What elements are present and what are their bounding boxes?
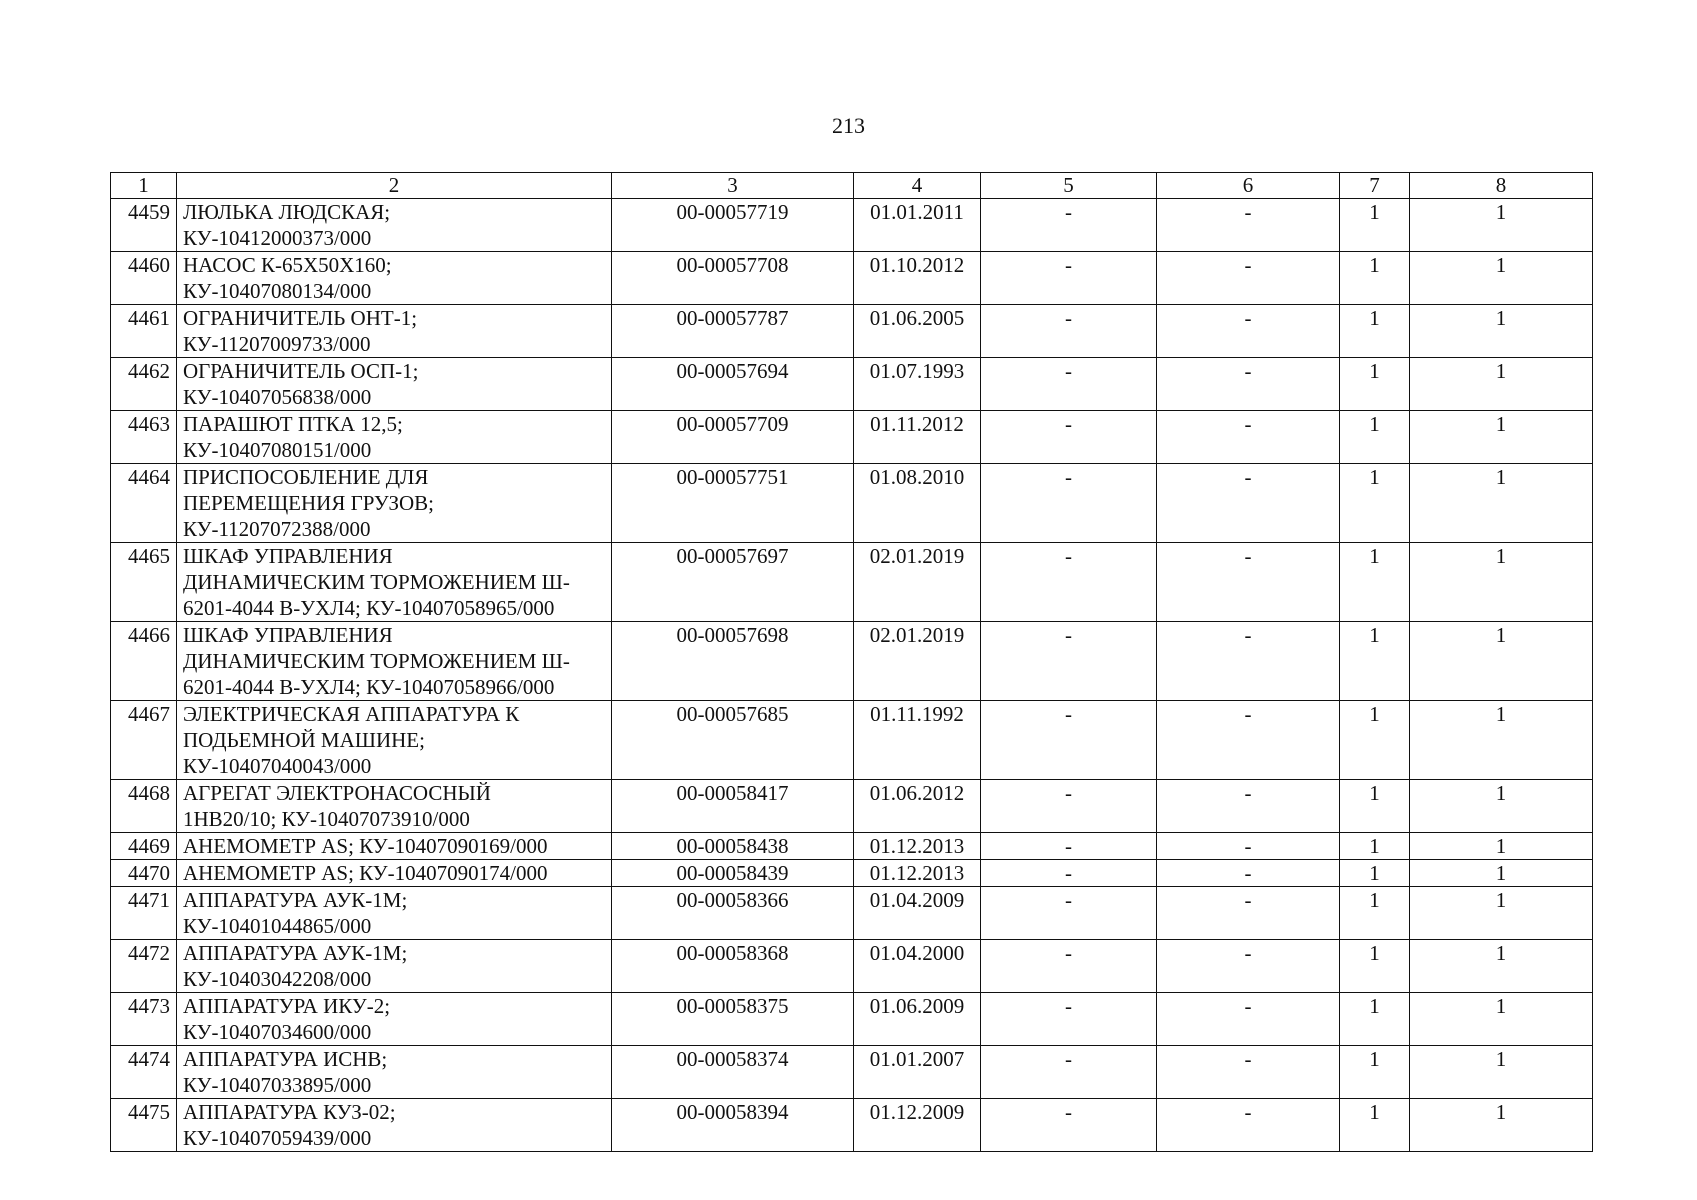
column-5-cell: - [981,833,1157,860]
column-8-cell: 1 [1410,252,1593,305]
asset-name-cell [177,940,612,993]
inventory-code-cell: 00-00058394 [612,1099,854,1152]
row-number-cell: 4462 [111,358,177,411]
asset-name-cell [177,887,612,940]
table-row [111,411,1593,464]
header-row [111,173,1593,199]
asset-name-line: ПОДЬЕМНОЙ МАШИНЕ; [183,728,425,752]
column-8-cell: 1 [1410,780,1593,833]
column-header: 3 [612,173,854,199]
date-cell: 01.07.1993 [854,358,981,411]
column-6-cell: - [1157,358,1340,411]
asset-name-cell [177,199,612,252]
asset-name-line: КУ-10407059439/000 [183,1126,372,1150]
asset-name-cell [177,543,612,622]
row-number-cell: 4463 [111,411,177,464]
table-row [111,940,1593,993]
inventory-code-cell: 00-00057697 [612,543,854,622]
asset-name-line: ПАРАШЮТ ПТКА 12,5; [183,412,403,436]
column-7-cell: 1 [1340,993,1410,1046]
row-number-cell: 4468 [111,780,177,833]
asset-name-cell [177,358,612,411]
column-7-cell: 1 [1340,622,1410,701]
column-6-cell: - [1157,1099,1340,1152]
row-number-cell: 4459 [111,199,177,252]
column-8-cell: 1 [1410,543,1593,622]
column-6-cell: - [1157,780,1340,833]
date-cell: 01.10.2012 [854,252,981,305]
date-cell: 01.12.2013 [854,833,981,860]
asset-name-cell [177,1099,612,1152]
column-5-cell: - [981,701,1157,780]
asset-name-line: 6201-4044 В-УХЛ4; КУ-10407058966/000 [183,675,555,699]
asset-name-line: КУ-10412000373/000 [183,226,372,250]
table-row [111,358,1593,411]
asset-name-line: АППАРАТУРА ИСНВ; [183,1047,388,1071]
asset-name-line: НАСОС К-65Х50Х160; [183,253,392,277]
column-5-cell: - [981,780,1157,833]
table-row [111,833,1593,860]
column-6-cell: - [1157,464,1340,543]
asset-name-line: ЭЛЕКТРИЧЕСКАЯ АППАРАТУРА К [183,702,520,726]
row-number-cell: 4474 [111,1046,177,1099]
inventory-code-cell: 00-00058417 [612,780,854,833]
column-header: 6 [1157,173,1340,199]
row-number-cell: 4475 [111,1099,177,1152]
column-5-cell: - [981,1046,1157,1099]
column-7-cell: 1 [1340,1046,1410,1099]
column-8-cell: 1 [1410,199,1593,252]
column-6-cell: - [1157,833,1340,860]
column-6-cell: - [1157,1046,1340,1099]
column-header: 8 [1410,173,1593,199]
inventory-code-cell: 00-00058374 [612,1046,854,1099]
asset-name-cell [177,622,612,701]
asset-name-line: КУ-10407056838/000 [183,385,372,409]
row-number-cell: 4467 [111,701,177,780]
column-header: 7 [1340,173,1410,199]
column-6-cell: - [1157,411,1340,464]
table-row [111,993,1593,1046]
column-8-cell: 1 [1410,701,1593,780]
asset-name-line: КУ-10407033895/000 [183,1073,372,1097]
column-7-cell: 1 [1340,860,1410,887]
row-number-cell: 4466 [111,622,177,701]
asset-name-line: ЛЮЛЬКА ЛЮДСКАЯ; [183,200,391,224]
date-cell: 02.01.2019 [854,543,981,622]
column-7-cell: 1 [1340,780,1410,833]
row-number-cell: 4471 [111,887,177,940]
table-row [111,1046,1593,1099]
row-number-cell: 4460 [111,252,177,305]
column-5-cell: - [981,199,1157,252]
column-5-cell: - [981,252,1157,305]
row-number-cell: 4470 [111,860,177,887]
column-6-cell: - [1157,622,1340,701]
column-7-cell: 1 [1340,887,1410,940]
column-8-cell: 1 [1410,1099,1593,1152]
table-row [111,305,1593,358]
date-cell: 01.06.2009 [854,993,981,1046]
page-number: 213 [832,113,865,138]
inventory-code-cell: 00-00058368 [612,940,854,993]
inventory-code-cell: 00-00058438 [612,833,854,860]
column-header: 4 [854,173,981,199]
column-8-cell: 1 [1410,622,1593,701]
asset-name-line: ДИНАМИЧЕСКИМ ТОРМОЖЕНИЕМ Ш- [183,570,570,594]
column-8-cell: 1 [1410,1046,1593,1099]
column-8-cell: 1 [1410,940,1593,993]
column-6-cell: - [1157,252,1340,305]
asset-name-cell [177,993,612,1046]
date-cell: 01.04.2000 [854,940,981,993]
date-cell: 01.06.2012 [854,780,981,833]
column-header: 1 [111,173,177,199]
asset-name-line: ОГРАНИЧИТЕЛЬ ОСП-1; [183,359,419,383]
table-row [111,887,1593,940]
asset-name-line: КУ-10403042208/000 [183,967,372,991]
asset-name-line: КУ-10407040043/000 [183,754,372,778]
column-5-cell: - [981,464,1157,543]
asset-name-cell [177,464,612,543]
column-7-cell: 1 [1340,411,1410,464]
column-8-cell: 1 [1410,993,1593,1046]
inventory-code-cell: 00-00058375 [612,993,854,1046]
asset-name-line: ШКАФ УПРАВЛЕНИЯ [183,544,393,568]
column-8-cell: 1 [1410,305,1593,358]
date-cell: 01.01.2011 [854,199,981,252]
column-8-cell: 1 [1410,358,1593,411]
asset-name-line: ОГРАНИЧИТЕЛЬ ОНТ-1; [183,306,418,330]
asset-name-line: КУ-10407080134/000 [183,279,372,303]
column-header: 2 [177,173,612,199]
asset-name-cell [177,1046,612,1099]
inventory-code-cell: 00-00057685 [612,701,854,780]
row-number-cell: 4469 [111,833,177,860]
column-7-cell: 1 [1340,833,1410,860]
column-5-cell: - [981,887,1157,940]
date-cell: 01.12.2013 [854,860,981,887]
column-6-cell: - [1157,543,1340,622]
asset-name-line: АГРЕГАТ ЭЛЕКТРОНАСОСНЫЙ [183,781,491,805]
row-number-cell: 4473 [111,993,177,1046]
inventory-code-cell: 00-00058366 [612,887,854,940]
date-cell: 02.01.2019 [854,622,981,701]
column-8-cell: 1 [1410,464,1593,543]
inventory-code-cell: 00-00057709 [612,411,854,464]
row-number-cell: 4472 [111,940,177,993]
column-7-cell: 1 [1340,305,1410,358]
column-7-cell: 1 [1340,252,1410,305]
column-5-cell: - [981,940,1157,993]
column-5-cell: - [981,543,1157,622]
column-7-cell: 1 [1340,701,1410,780]
table-row [111,780,1593,833]
table-row [111,860,1593,887]
asset-name-line: КУ-10401044865/000 [183,914,372,938]
asset-name-cell [177,411,612,464]
table-body [111,199,1593,1152]
date-cell: 01.12.2009 [854,1099,981,1152]
asset-name-cell [177,780,612,833]
asset-registry-table [110,172,1593,1152]
column-7-cell: 1 [1340,1099,1410,1152]
inventory-code-cell: 00-00057708 [612,252,854,305]
column-5-cell: - [981,411,1157,464]
table-row [111,701,1593,780]
asset-name-line: ПЕРЕМЕЩЕНИЯ ГРУЗОВ; [183,491,435,515]
inventory-code-cell: 00-00057751 [612,464,854,543]
asset-name-line: АППАРАТУРА АУК-1М; [183,941,408,965]
asset-name-line: ШКАФ УПРАВЛЕНИЯ [183,623,393,647]
column-5-cell: - [981,358,1157,411]
asset-name-cell [177,305,612,358]
column-6-cell: - [1157,305,1340,358]
column-8-cell: 1 [1410,860,1593,887]
asset-name-line: АППАРАТУРА ИКУ-2; [183,994,391,1018]
inventory-code-cell: 00-00057787 [612,305,854,358]
column-6-cell: - [1157,860,1340,887]
table-row [111,543,1593,622]
table-row [111,622,1593,701]
column-6-cell: - [1157,199,1340,252]
asset-name-cell [177,701,612,780]
asset-name-line: КУ-10407080151/000 [183,438,372,462]
column-6-cell: - [1157,887,1340,940]
date-cell: 01.11.2012 [854,411,981,464]
date-cell: 01.11.1992 [854,701,981,780]
column-7-cell: 1 [1340,358,1410,411]
table-row [111,252,1593,305]
column-8-cell: 1 [1410,833,1593,860]
asset-name-cell [177,860,612,887]
table-row [111,1099,1593,1152]
column-header: 5 [981,173,1157,199]
asset-name-line: КУ-11207009733/000 [183,332,371,356]
asset-name-cell [177,833,612,860]
row-number-cell: 4465 [111,543,177,622]
date-cell: 01.08.2010 [854,464,981,543]
column-6-cell: - [1157,701,1340,780]
column-6-cell: - [1157,993,1340,1046]
asset-name-line: АППАРАТУРА КУЗ-02; [183,1100,396,1124]
asset-name-line: АППАРАТУРА АУК-1М; [183,888,408,912]
column-5-cell: - [981,305,1157,358]
asset-name-line: АНЕМОМЕТР AS; КУ-10407090169/000 [183,834,548,858]
column-8-cell: 1 [1410,887,1593,940]
inventory-code-cell: 00-00057719 [612,199,854,252]
column-6-cell: - [1157,940,1340,993]
column-7-cell: 1 [1340,464,1410,543]
table-row [111,199,1593,252]
asset-name-cell [177,252,612,305]
asset-name-line: КУ-11207072388/000 [183,517,371,541]
asset-name-line: ДИНАМИЧЕСКИМ ТОРМОЖЕНИЕМ Ш- [183,649,570,673]
date-cell: 01.04.2009 [854,887,981,940]
column-7-cell: 1 [1340,199,1410,252]
column-5-cell: - [981,993,1157,1046]
row-number-cell: 4461 [111,305,177,358]
column-5-cell: - [981,1099,1157,1152]
column-7-cell: 1 [1340,940,1410,993]
inventory-code-cell: 00-00057698 [612,622,854,701]
column-5-cell: - [981,622,1157,701]
table-row [111,464,1593,543]
inventory-code-cell: 00-00058439 [612,860,854,887]
row-number-cell: 4464 [111,464,177,543]
asset-name-line: ПРИСПОСОБЛЕНИЕ ДЛЯ [183,465,429,489]
column-5-cell: - [981,860,1157,887]
date-cell: 01.01.2007 [854,1046,981,1099]
inventory-code-cell: 00-00057694 [612,358,854,411]
asset-name-line: 1НВ20/10; КУ-10407073910/000 [183,807,470,831]
asset-name-line: 6201-4044 В-УХЛ4; КУ-10407058965/000 [183,596,555,620]
date-cell: 01.06.2005 [854,305,981,358]
column-8-cell: 1 [1410,411,1593,464]
column-7-cell: 1 [1340,543,1410,622]
asset-name-line: АНЕМОМЕТР AS; КУ-10407090174/000 [183,861,548,885]
asset-name-line: КУ-10407034600/000 [183,1020,372,1044]
